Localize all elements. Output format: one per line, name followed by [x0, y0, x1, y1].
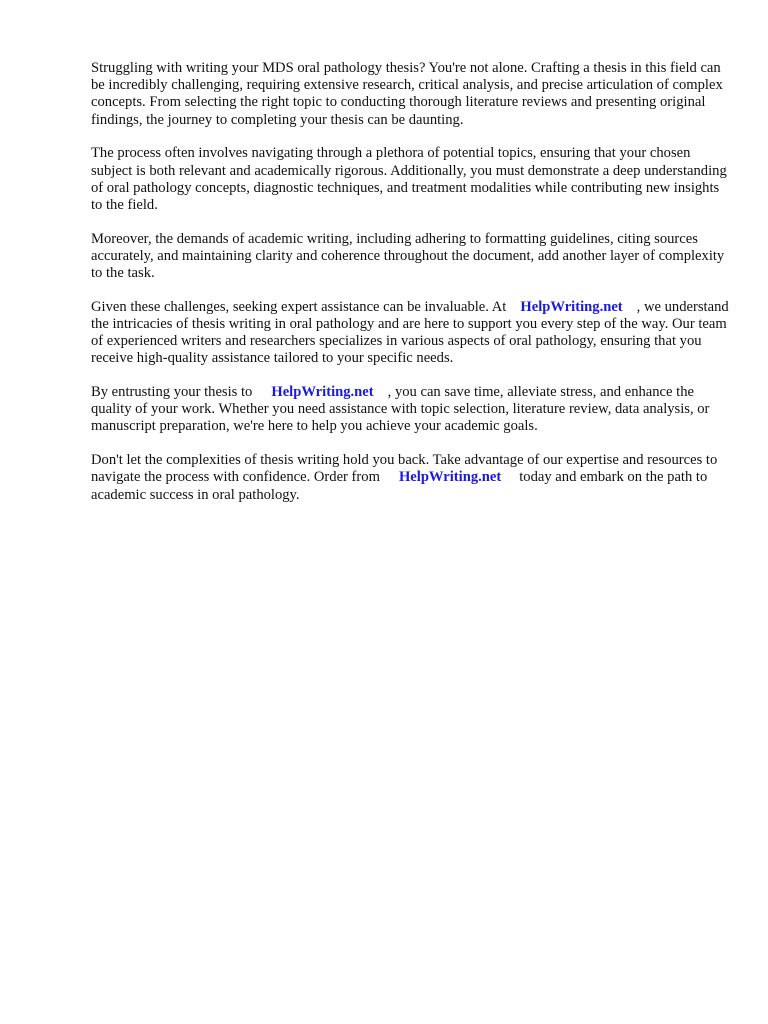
paragraph-challenges-text-before: Given these challenges, seeking expert assistance can be invaluable. At [91, 298, 507, 315]
paragraph-closing-text-before: Don't let the complexities of thesis writing hold you back. Take advantage of our expertise and resources to navigate the process with confidence. Order from [91, 452, 718, 486]
paragraph-closing-text-after: today and embark on the path to academic success in oral pathology. [91, 469, 708, 503]
paragraph-challenges [91, 299, 731, 368]
paragraph-entrusting [91, 384, 731, 436]
paragraph-entrusting-text-before: By entrusting your thesis to [91, 384, 253, 401]
paragraph-challenges-text-after: , we understand the intricacies of thesis writing in oral pathology and are here to support you every step of the way. Our team of experienced writers and researchers specializes in various aspects of oral pathology, ensuring that you receive high-quality assistance tailored to your specific needs. [91, 298, 729, 367]
paragraph-entrusting-text-after: , you can save time, alleviate stress, and enhance the quality of your work. Whether you need assistance with topic selection, literature review, data analysis, or manuscript preparation, we're here to help you achieve your academic goals. [91, 384, 710, 435]
helpwriting-link-3[interactable]: HelpWriting.net [398, 469, 502, 486]
paragraph-closing [91, 452, 731, 504]
paragraph-process: The process often involves navigating through a plethora of potential topics, ensuring that your chosen subject is both relevant and academically rigorous. Additionally, you must demonstrate a deep understanding of oral pathology concepts, diagnostic techniques, and treatment modalities while contributing new insights to the field. [91, 145, 727, 213]
helpwriting-link-1[interactable]: HelpWriting.net [520, 298, 623, 315]
document-body [91, 60, 731, 520]
paragraph-demands: Moreover, the demands of academic writing, including adhering to formatting guidelines, citing sources accurately, and maintaining clarity and coherence throughout the document, add another layer of complexity to the task. [91, 230, 725, 282]
paragraph-intro: Struggling with writing your MDS oral pathology thesis? You're not alone. Crafting a thesis in this field can be incredibly challenging, requiring extensive research, critical analysis, and precise articulation of complex concepts. From selecting the right topic to conducting thorough literature reviews and presenting original findings, the journey to completing your thesis can be daunting. [91, 60, 723, 128]
helpwriting-link-2[interactable]: HelpWriting.net [271, 384, 374, 401]
